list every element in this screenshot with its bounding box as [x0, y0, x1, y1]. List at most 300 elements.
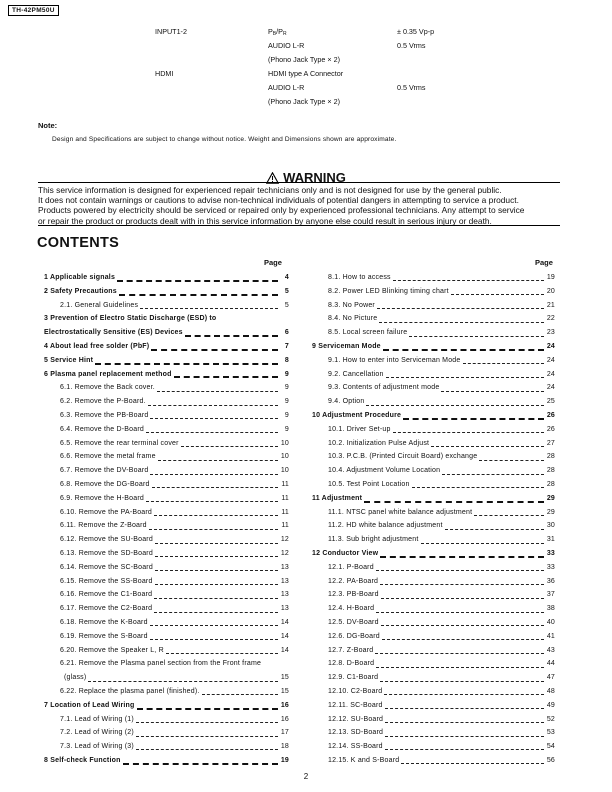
toc-entry-page: 41 [546, 632, 555, 640]
toc-leader [421, 543, 545, 544]
toc-leader [376, 570, 544, 571]
warning-line: Products powered by electricity should be serviced or repaired only by experienced professional technicians. Any attempt to service [38, 205, 525, 216]
toc-leader [155, 543, 278, 544]
toc-entry-page: 53 [546, 729, 555, 737]
toc-entry-label: 7.1. Lead of Wiring (1) [60, 715, 134, 723]
toc-entry-page: 49 [546, 701, 555, 709]
spec-pb-text: P [268, 27, 273, 36]
toc-entry[interactable] [312, 521, 555, 535]
toc-leader [155, 584, 278, 585]
toc-entry-label: 8.1. How to access [328, 274, 391, 281]
toc-entry[interactable] [312, 728, 555, 742]
toc-entry[interactable] [44, 563, 289, 577]
toc-entry-label: 10.3. P.C.B. (Printed Circuit Board) exchange [328, 453, 478, 461]
toc-entry-label: 8.2. Power LED Blinking timing chart [328, 287, 449, 295]
toc-leader [155, 570, 278, 571]
toc-leader [393, 432, 544, 433]
toc-entry-label: 12.8. D-Board [328, 660, 375, 668]
toc-leader [385, 722, 544, 723]
spec-value: ± 0.35 Vp-p [397, 27, 435, 36]
toc-leader [384, 694, 544, 695]
toc-entry-label: 6.5. Remove the rear terminal cover [60, 439, 179, 447]
toc-entry-label: 6.16. Remove the C1-Board [60, 591, 153, 599]
toc-entry[interactable] [312, 356, 555, 370]
toc-entry-page: 15 [280, 674, 289, 682]
spec-input-label: HDMI [155, 69, 174, 78]
toc-entry-page: 18 [280, 743, 289, 751]
toc-entry-page: 37 [546, 591, 555, 599]
toc-leader [412, 487, 544, 488]
toc-entry-page: 17 [280, 729, 289, 737]
toc-entry-page: 33 [546, 549, 555, 557]
toc-entry-page: 28 [546, 480, 555, 488]
toc-entry-label: 6.11. Remove the Z-Board [60, 522, 147, 530]
toc-entry[interactable] [312, 411, 555, 425]
toc-leader [366, 405, 544, 406]
toc-entry-label: 7.3. Lead of Wiring (3) [60, 743, 134, 751]
toc-entry-label: 12.12. SU-Board [328, 715, 384, 723]
warning-box [38, 182, 560, 226]
toc-entry-page: 10 [280, 467, 289, 475]
toc-entry-page: 44 [546, 660, 555, 668]
toc-entry[interactable] [312, 535, 555, 549]
toc-right-column [312, 273, 555, 770]
toc-entry[interactable] [44, 342, 289, 356]
toc-entry-label: 4 About lead free solder (PbF) [44, 342, 150, 350]
spec-sub-b: B [272, 31, 277, 37]
toc-entry[interactable] [312, 508, 555, 522]
toc-entry-page: 31 [546, 536, 555, 544]
toc-entry[interactable] [44, 328, 289, 342]
toc-entry[interactable] [312, 549, 555, 563]
toc-entry[interactable] [44, 590, 289, 604]
toc-entry[interactable] [312, 397, 555, 411]
toc-entry-page: 5 [284, 301, 289, 309]
toc-entry[interactable] [312, 301, 555, 315]
toc-entry-label: 11.3. Sub bright adjustment [328, 536, 419, 544]
spec-row [0, 41, 612, 55]
toc-entry-label: 6.6. Remove the metal frame [60, 453, 156, 461]
toc-entry-label: 7 Location of Lead Wiring [44, 701, 135, 709]
toc-entry-page: 54 [546, 743, 555, 751]
toc-entry-page: 19 [546, 274, 555, 281]
toc-entry-page: 23 [546, 329, 555, 337]
spec-table [0, 27, 612, 111]
toc-entry-page: 52 [546, 715, 555, 723]
toc-entry[interactable] [312, 659, 555, 673]
toc-leader [150, 639, 278, 640]
toc-entry-label: 10.5. Test Point Location [328, 480, 410, 488]
toc-leader [150, 418, 278, 419]
toc-leader [150, 625, 278, 626]
toc-entry-page: 12 [280, 536, 289, 544]
toc-entry-page: 11 [281, 522, 289, 530]
toc-leader [381, 625, 544, 626]
page-column-label-left: Page [264, 258, 282, 267]
toc-entry-page: 11 [281, 508, 289, 516]
toc-leader [117, 280, 278, 282]
spec-signal-label: AUDIO L-R [268, 41, 305, 50]
toc-entry-label: 10.2. Initialization Pulse Adjust [328, 439, 430, 447]
toc-entry[interactable] [312, 687, 555, 701]
toc-entry[interactable] [44, 356, 289, 370]
toc-leader [431, 446, 544, 447]
toc-entry-page: 9 [284, 411, 289, 419]
toc-entry-label: 8.3. No Power [328, 301, 375, 309]
toc-entry[interactable] [44, 728, 289, 742]
toc-leader [409, 336, 544, 337]
toc-leader [385, 749, 544, 750]
spec-signal-label: (Phono Jack Type × 2) [268, 55, 340, 64]
toc-leader [185, 335, 278, 337]
toc-entry-page: 47 [546, 674, 555, 682]
spec-value: 0.5 Vrms [397, 83, 426, 92]
toc-entry-label: 12.4. H-Board [328, 605, 375, 613]
toc-entry-label: 10.4. Adjustment Volume Location [328, 467, 441, 475]
toc-entry-label: 2.1. General Guidelines [60, 301, 139, 309]
toc-leader [364, 501, 544, 503]
spec-input-label: INPUT1-2 [155, 27, 187, 36]
toc-entry-label: 6.7. Remove the DV-Board [60, 467, 149, 475]
toc-entry-page: 28 [546, 453, 555, 461]
toc-entry[interactable] [44, 397, 289, 411]
toc-entry-page: 14 [280, 632, 289, 640]
spec-pr-text: /P [276, 27, 283, 36]
toc-entry-label: 12 Conductor View [312, 549, 379, 557]
toc-entry[interactable] [44, 646, 289, 660]
toc-leader [377, 308, 544, 309]
toc-entry[interactable] [44, 687, 289, 701]
toc-leader [442, 474, 544, 475]
toc-entry-page: 38 [546, 605, 555, 613]
toc-entry-label: 6.10. Remove the PA-Board [60, 508, 153, 516]
toc-entry-page: 10 [280, 439, 289, 447]
toc-entry-label: 12.3. PB-Board [328, 591, 379, 599]
toc-entry-page: 24 [546, 370, 555, 378]
toc-entry[interactable] [312, 328, 555, 342]
spec-row [0, 83, 612, 97]
toc-entry[interactable] [44, 673, 289, 687]
toc-entry[interactable] [44, 439, 289, 453]
toc-entry[interactable] [44, 273, 289, 287]
toc-entry[interactable] [312, 618, 555, 632]
toc-leader [380, 556, 544, 558]
toc-entry-page: 9 [284, 370, 289, 378]
spec-row [0, 97, 612, 111]
toc-leader [451, 294, 544, 295]
toc-entry-page: 24 [546, 342, 555, 350]
toc-entry-page: 11 [281, 480, 289, 488]
toc-entry-page: 22 [546, 315, 555, 323]
toc-entry[interactable] [312, 604, 555, 618]
toc-entry-label: 3 Prevention of Electro Static Discharge (ESD) to [44, 315, 217, 323]
toc-entry-label: 10 Adjustment Procedure [312, 411, 402, 419]
toc-entry-page: 16 [280, 701, 289, 709]
toc-entry-label: 6.2. Remove the P-Board. [60, 398, 146, 406]
toc-entry[interactable] [44, 577, 289, 591]
warning-line: This service information is designed for experienced repair technicians only and is not designed for use by the general public. [38, 185, 502, 195]
toc-entry-page: 7 [284, 342, 289, 350]
toc-entry-page: 10 [280, 453, 289, 461]
toc-leader [445, 529, 544, 530]
toc-leader [154, 612, 278, 613]
toc-entry[interactable] [44, 370, 289, 384]
toc-entry-page: 21 [546, 301, 555, 309]
toc-entry[interactable] [312, 370, 555, 384]
toc-entry-label: 6.9. Remove the H-Board [60, 494, 144, 502]
toc-entry[interactable] [312, 577, 555, 591]
toc-leader [181, 446, 278, 447]
toc-entry[interactable] [312, 452, 555, 466]
toc-entry-page: 29 [546, 494, 555, 502]
spec-signal-label: (Phono Jack Type × 2) [268, 97, 340, 106]
toc-entry-label: 12.10. C2-Board [328, 687, 383, 695]
toc-entry-page: 48 [546, 687, 555, 695]
toc-leader [393, 280, 544, 281]
toc-entry[interactable] [44, 466, 289, 480]
spec-signal-label [268, 27, 287, 37]
toc-entry-page: 19 [280, 756, 289, 764]
toc-entry-page: 14 [280, 618, 289, 626]
toc-entry-label: 6.15. Remove the SS-Board [60, 577, 153, 585]
toc-entry-label: 8.4. No Picture [328, 315, 378, 323]
toc-entry-page: 36 [546, 577, 555, 585]
toc-entry[interactable] [44, 701, 289, 715]
toc-entry-label: 12.6. DG-Board [328, 632, 380, 640]
spec-row [0, 55, 612, 69]
toc-entry-page: 40 [546, 618, 555, 626]
toc-entry-page: 16 [280, 715, 289, 723]
toc-leader [463, 363, 545, 364]
toc-entry-label: (glass) [64, 674, 87, 682]
toc-entry-label: 11.2. HD white balance adjustment [328, 522, 443, 530]
toc-leader [375, 653, 544, 654]
toc-entry-label: 9.1. How to enter into Serviceman Mode [328, 356, 461, 364]
toc-entry-page: 30 [546, 522, 555, 530]
toc-entry[interactable] [312, 342, 555, 356]
toc-entry[interactable] [44, 618, 289, 632]
toc-entry[interactable] [44, 756, 289, 770]
toc-entry-label: 12.2. PA-Board [328, 577, 379, 585]
toc-entry[interactable] [44, 383, 289, 397]
toc-leader [146, 501, 278, 502]
toc-entry-page: 56 [546, 756, 555, 764]
toc-entry-label: 12.1. P-Board [328, 563, 374, 571]
toc-entry[interactable] [312, 273, 555, 287]
toc-entry-page: 33 [546, 563, 555, 571]
toc-entry-page: 29 [546, 508, 555, 516]
toc-leader [479, 460, 544, 461]
toc-entry[interactable] [312, 701, 555, 715]
toc-entry-page: 13 [280, 563, 289, 571]
page-column-label-right: Page [535, 258, 553, 267]
toc-entry-page: 9 [284, 425, 289, 433]
toc-entry-label: 5 Service Hint [44, 356, 94, 364]
spec-value: 0.5 Vrms [397, 41, 426, 50]
toc-entry[interactable] [312, 425, 555, 439]
toc-entry[interactable] [44, 742, 289, 756]
toc-entry-page: 25 [546, 398, 555, 406]
toc-entry[interactable] [44, 494, 289, 508]
toc-leader [379, 322, 544, 323]
toc-entry-label: 12.13. SD-Board [328, 729, 384, 737]
toc-entry-label: 12.5. DV-Board [328, 618, 379, 626]
toc-entry[interactable] [312, 742, 555, 756]
toc-entry-label: 12.14. SS-Board [328, 743, 383, 751]
toc-leader [380, 681, 544, 682]
toc-entry-page: 14 [280, 646, 289, 654]
toc-leader [154, 515, 278, 516]
toc-entry[interactable] [44, 452, 289, 466]
toc-entry-page: 26 [546, 411, 555, 419]
contents-heading: CONTENTS [37, 235, 120, 251]
toc-entry-label: 6.22. Replace the plasma panel (finished). [60, 687, 200, 695]
toc-entry[interactable] [44, 411, 289, 425]
toc-leader [155, 556, 278, 557]
toc-entry-label: 11.1. NTSC panel white balance adjustment [328, 508, 473, 516]
toc-entry-label: 1 Applicable signals [44, 274, 116, 281]
toc-entry-page: 6 [284, 329, 289, 337]
toc-entry-label: 8.5. Local screen failure [328, 329, 408, 337]
toc-leader [123, 763, 278, 765]
toc-leader [158, 460, 278, 461]
warning-title: WARNING [283, 170, 346, 185]
toc-leader [137, 708, 279, 710]
spec-signal-label: AUDIO L-R [268, 83, 305, 92]
toc-entry-page: 27 [546, 439, 555, 447]
toc-entry[interactable] [44, 521, 289, 535]
toc-entry[interactable] [44, 314, 289, 328]
toc-entry-label: 6.19. Remove the S-Board [60, 632, 148, 640]
toc-entry-label: 9 Serviceman Mode [312, 342, 381, 350]
toc-entry-page: 9 [284, 398, 289, 406]
toc-leader [95, 363, 278, 365]
page-number: 2 [303, 772, 309, 781]
toc-entry[interactable] [44, 604, 289, 618]
toc-entry[interactable] [44, 480, 289, 494]
toc-entry-label: 10.1. Driver Set-up [328, 425, 391, 433]
toc-entry[interactable] [44, 287, 289, 301]
toc-leader [376, 667, 544, 668]
toc-left-column [44, 273, 289, 770]
toc-entry-label: 6.12. Remove the SU-Board [60, 536, 153, 544]
toc-entry[interactable] [312, 466, 555, 480]
toc-leader [382, 639, 544, 640]
toc-entry[interactable] [44, 301, 289, 315]
toc-leader [148, 405, 278, 406]
toc-leader [149, 529, 278, 530]
spec-row [0, 69, 612, 83]
toc-leader [150, 474, 278, 475]
warning-line: or repair the product or products dealt with in this service information by anyone else could result in serious injury or death. [38, 215, 492, 226]
toc-entry[interactable] [44, 425, 289, 439]
toc-leader [152, 487, 278, 488]
toc-leader [136, 749, 278, 750]
toc-entry-label: 7.2. Lead of Wiring (2) [60, 729, 134, 737]
toc-entry-page: 24 [546, 384, 555, 392]
toc-leader [401, 763, 544, 764]
toc-leader [380, 584, 544, 585]
toc-entry[interactable] [44, 632, 289, 646]
toc-leader [136, 722, 278, 723]
spec-sub-r: R [282, 31, 287, 37]
warning-line: It does not contain warnings or cautions to advise non-technical individuals of potential dangers in attempting to service a product. [38, 195, 519, 206]
toc-entry-page: 26 [546, 425, 555, 433]
toc-entry[interactable] [312, 673, 555, 687]
toc-entry[interactable] [312, 383, 555, 397]
toc-leader [383, 349, 544, 351]
toc-entry-page: 11 [281, 494, 289, 502]
toc-entry[interactable] [312, 590, 555, 604]
toc-entry-page: 15 [280, 687, 289, 695]
toc-entry-page: 28 [546, 467, 555, 475]
toc-entry[interactable] [312, 439, 555, 453]
toc-entry-label: 12.11. SC-Board [328, 701, 383, 709]
toc-entry[interactable] [312, 314, 555, 328]
toc-leader [385, 708, 544, 709]
toc-entry-page: 20 [546, 287, 555, 295]
toc-entry[interactable] [312, 646, 555, 660]
toc-entry-label: 12.15. K and S-Board [328, 756, 400, 764]
toc-entry-label: 12.9. C1-Board [328, 674, 379, 682]
note-text: Design and Specifications are subject to change without notice. Weight and Dimensions shown are approximate. [52, 136, 397, 143]
toc-entry-label: 6.18. Remove the K-Board [60, 618, 148, 626]
toc-entry-page: 5 [284, 287, 289, 295]
toc-entry-label: 11 Adjustment [312, 494, 363, 502]
toc-entry[interactable] [44, 659, 289, 673]
toc-leader [140, 308, 278, 309]
toc-entry[interactable] [44, 549, 289, 563]
toc-leader [386, 377, 544, 378]
toc-entry-label: 6.21. Remove the Plasma panel section from the Front frame [60, 660, 262, 668]
toc-entry-page: 12 [280, 549, 289, 557]
toc-leader [441, 391, 544, 392]
toc-leader [166, 653, 278, 654]
toc-entry-page: 24 [546, 356, 555, 364]
toc-leader [385, 736, 544, 737]
toc-entry-label: 6 Plasma panel replacement method [44, 370, 172, 378]
toc-entry[interactable] [312, 480, 555, 494]
toc-entry[interactable] [312, 756, 555, 770]
toc-leader [154, 598, 278, 599]
toc-leader [376, 612, 544, 613]
toc-entry-label: 6.17. Remove the C2-Board [60, 605, 153, 613]
toc-entry-page: 13 [280, 591, 289, 599]
toc-entry-page: 13 [280, 577, 289, 585]
toc-entry[interactable] [44, 535, 289, 549]
toc-entry[interactable] [312, 715, 555, 729]
toc-entry-label: 9.3. Contents of adjustment mode [328, 384, 440, 392]
toc-entry-label: 9.4. Option [328, 398, 365, 406]
toc-leader [88, 681, 278, 682]
toc-entry-page: 9 [284, 384, 289, 392]
toc-leader [146, 432, 278, 433]
toc-entry-page: 13 [280, 605, 289, 613]
toc-entry[interactable] [312, 287, 555, 301]
toc-entry[interactable] [312, 563, 555, 577]
toc-entry-label: 6.1. Remove the Back cover. [60, 384, 155, 392]
toc-entry-label: 12.7. Z-Board [328, 646, 374, 654]
note-title: Note: [38, 121, 58, 130]
toc-entry-label: 9.2. Cancellation [328, 370, 384, 378]
toc-entry[interactable] [312, 494, 555, 508]
toc-entry[interactable] [44, 508, 289, 522]
toc-entry-label: 6.8. Remove the DG-Board [60, 480, 150, 488]
toc-entry-page: 8 [284, 356, 289, 364]
toc-leader [381, 598, 544, 599]
toc-entry[interactable] [312, 632, 555, 646]
toc-entry[interactable] [44, 715, 289, 729]
